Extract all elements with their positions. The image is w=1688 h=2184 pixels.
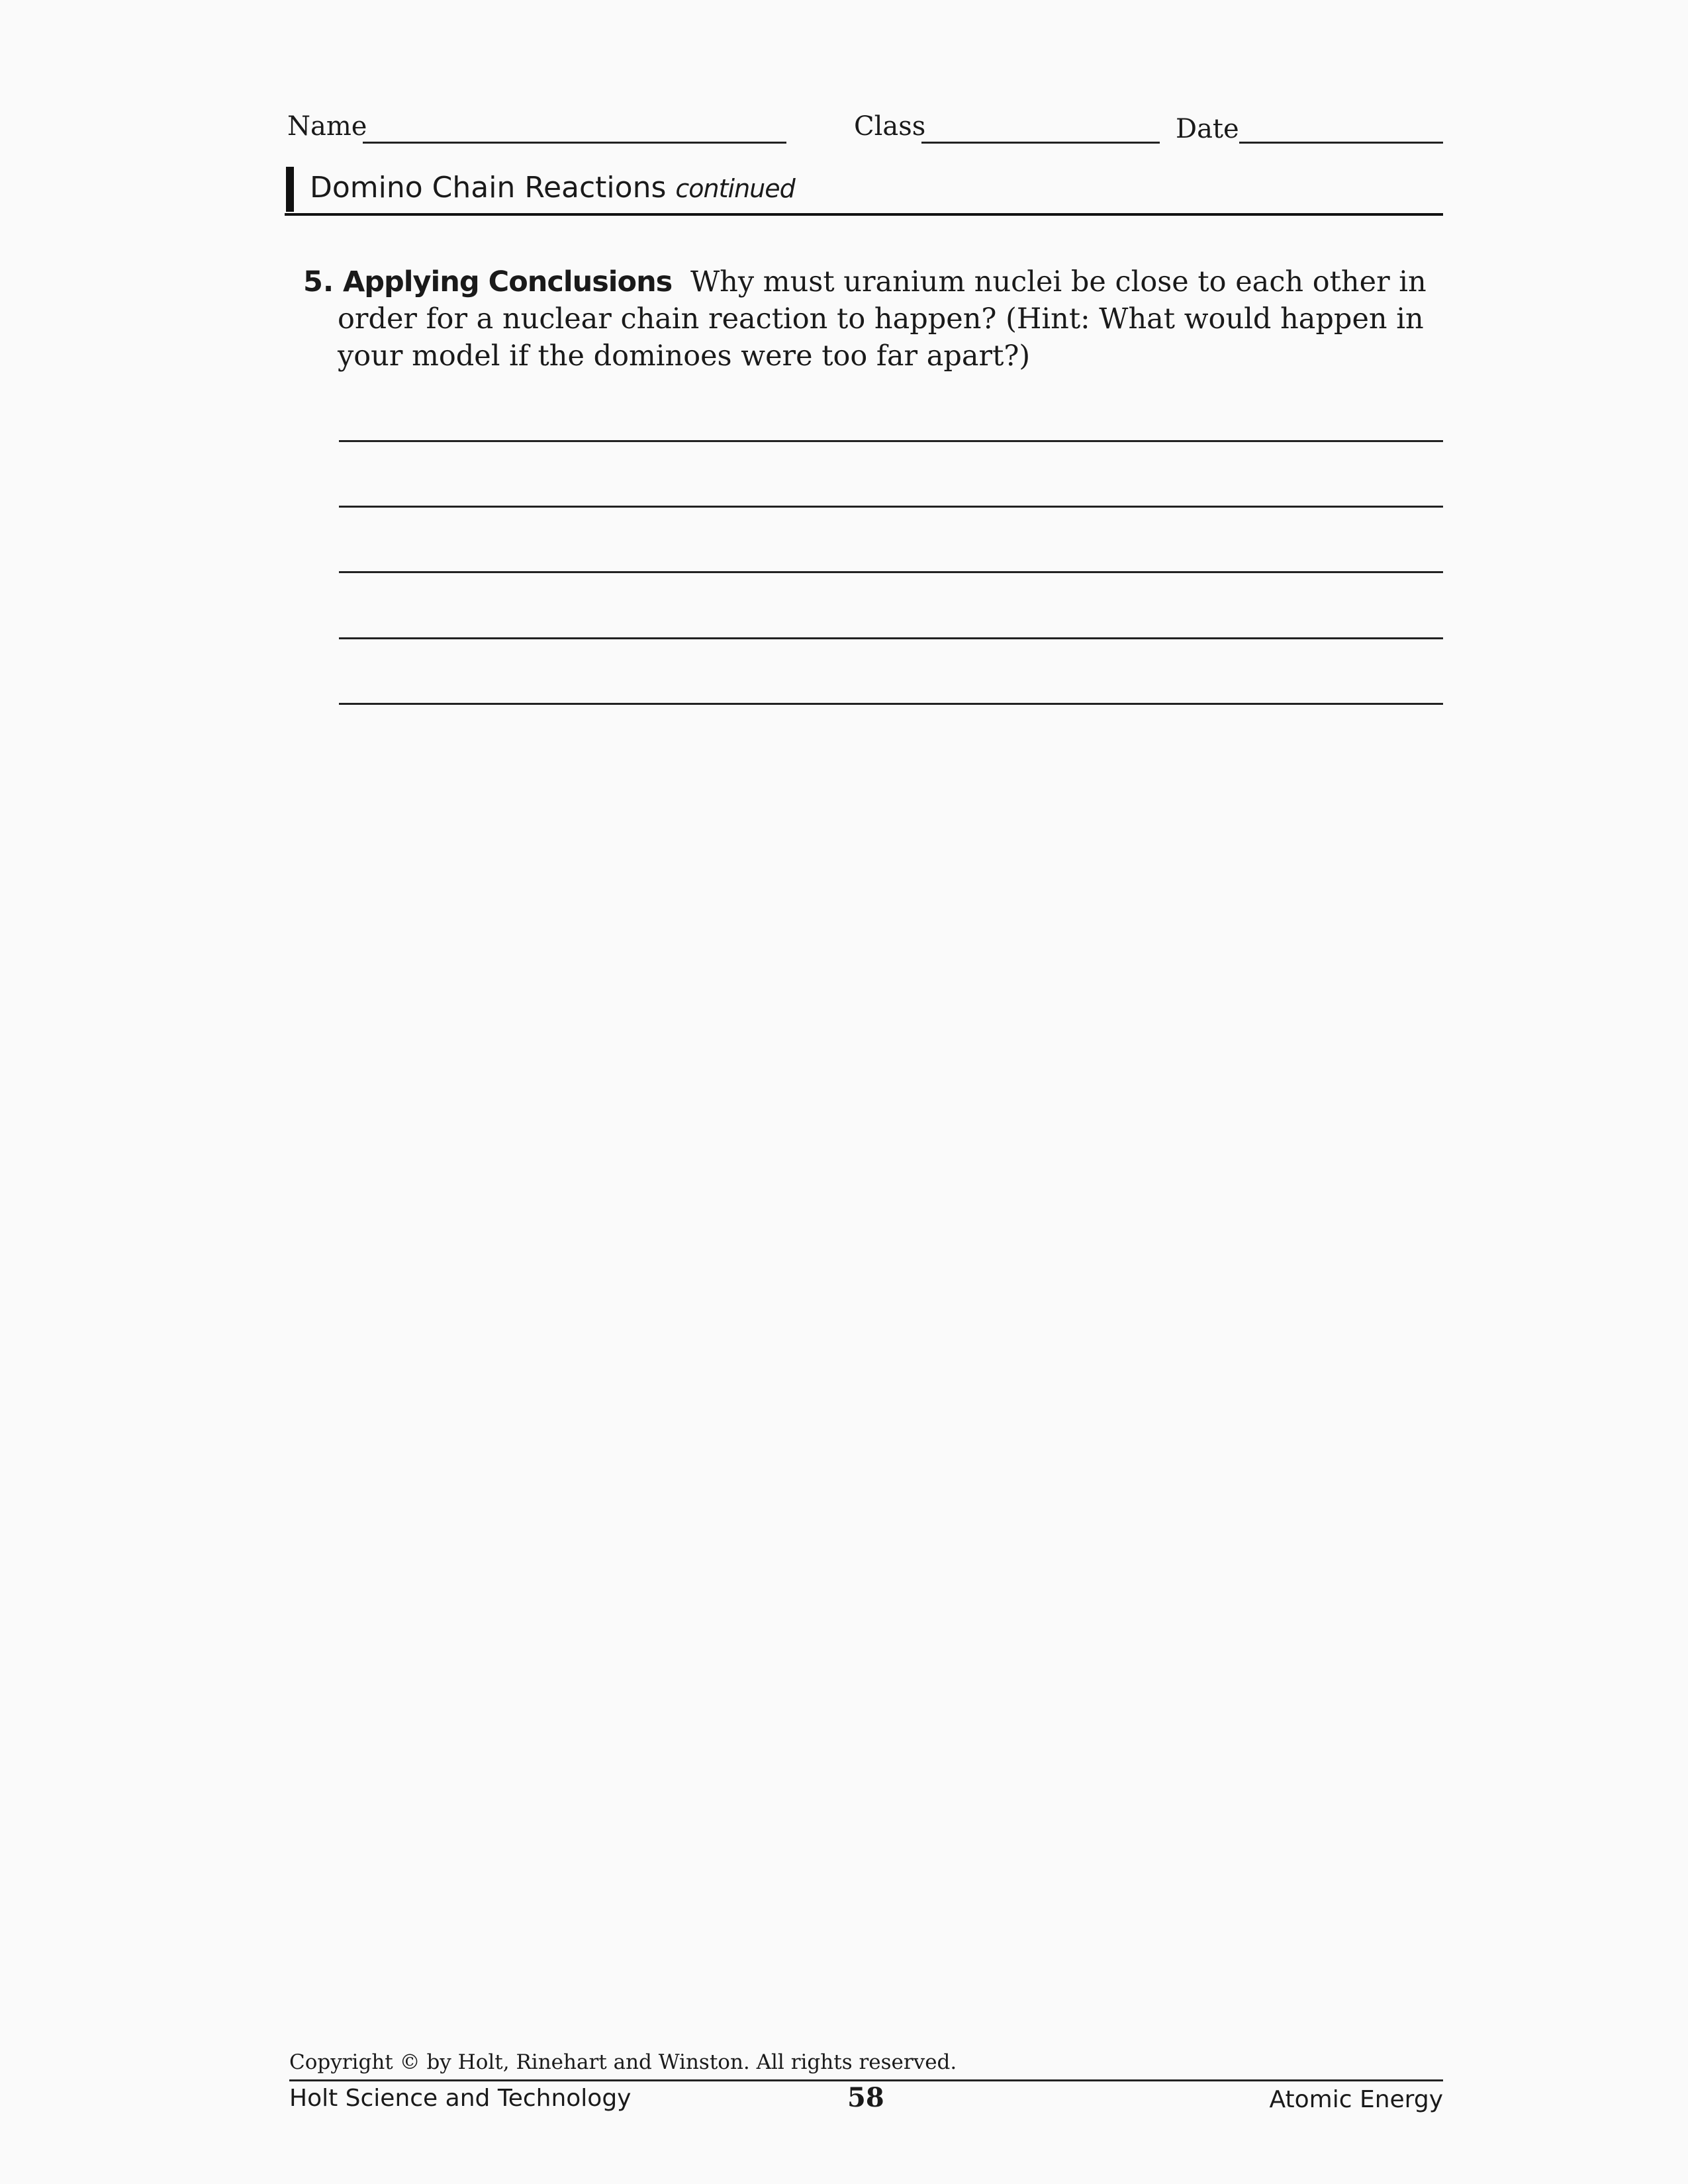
date-field[interactable] [1239, 142, 1443, 144]
question-text-line-3: your model if the dominoes were too far apart?) [338, 340, 1031, 373]
class-field[interactable] [921, 142, 1160, 144]
name-label: Name [287, 111, 367, 142]
chapter-label: Atomic Energy [1269, 2086, 1443, 2113]
section-title-bar [285, 167, 1443, 216]
answer-line[interactable] [339, 571, 1443, 573]
section-title [310, 171, 795, 205]
copyright-notice: Copyright © by Holt, Rinehart and Winston. All rights reserved. [289, 2050, 957, 2074]
page-number: 58 [847, 2082, 884, 2113]
continued-label: continued [675, 174, 795, 203]
answer-line[interactable] [339, 637, 1443, 639]
student-info-header [285, 111, 1443, 151]
footer-rule [289, 2079, 1443, 2081]
publisher-label: Holt Science and Technology [289, 2085, 632, 2112]
question-5 [303, 263, 1429, 375]
question-text-line-2: order for a nuclear chain reaction to happen? (Hint: What would happen in [338, 302, 1424, 336]
title-marker [286, 167, 294, 212]
section-title-text: Domino Chain Reactions [310, 171, 667, 205]
question-heading: Applying Conclusions [342, 265, 673, 298]
title-rule [285, 213, 1443, 216]
name-field[interactable] [363, 142, 786, 144]
answer-line[interactable] [339, 440, 1443, 442]
answer-line[interactable] [339, 703, 1443, 705]
question-number: 5. [303, 265, 334, 298]
answer-line[interactable] [339, 506, 1443, 508]
class-label: Class [854, 111, 926, 142]
question-text-line-1: Why must uranium nuclei be close to each other in [690, 265, 1427, 298]
date-label: Date [1176, 114, 1239, 144]
